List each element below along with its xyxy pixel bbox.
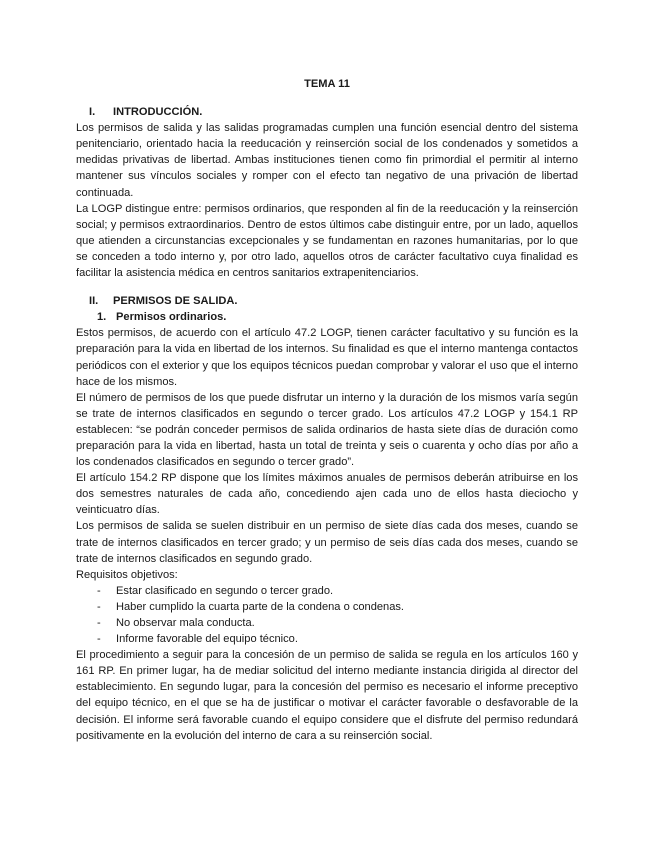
section-heading-permisos [76,293,578,309]
document-body [76,76,578,744]
requirements-list [76,583,578,647]
dash-bullet-icon: - [97,617,101,629]
list-item [76,583,578,599]
paragraph: Los permisos de salida se suelen distribuir en un permiso de siete días cada dos meses, cuando se trate de internos clasificados en tercer grado; y un permiso de seis días cada dos meses, cuando se trate de internos clasificados en segundo grado. [76,520,578,565]
dash-bullet-icon: - [97,633,101,646]
dash-bullet-icon: - [97,584,101,597]
paragraph: El artículo 154.2 RP dispone que los límites máximos anuales de permisos deberán atribuirse en los dos semestres naturales de cada año, concediendo ajen cada uno de ellos hasta dieciocho y veinticuatro días. [76,472,578,517]
list-item-text: No observar mala conducta. [116,617,255,629]
section-spacer [76,281,578,293]
list-item-text: Haber cumplido la cuarta parte de la condena o condenas. [116,600,405,613]
dash-bullet-icon: - [97,600,101,613]
section-number: I. [89,106,96,119]
subsection-heading-permisos-ordinarios [76,309,578,325]
paragraph: El procedimiento a seguir para la concesión de un permiso de salida se regula en los artículos 160 y 161 RP. En primer lugar, ha de mediar solicitud del interno mediante instancia dirigida al director del establecimiento. En segundo lugar, para la concesión del permiso es necesario el informe preceptivo del equipo técnico, en el que se ha de justificar o motivar el carácter favorable o desfavorable de la decisión. El informe será favorable cuando el equipo considere que el disfrute del permiso redundará positivamente en la evolución del interno de cara a su reinserción social. [76,649,578,742]
section-title: INTRODUCCIÓN. [113,106,203,119]
list-item-text: Informe favorable del equipo técnico. [116,633,298,646]
list-item-text: Estar clasificado en segundo o tercer grado. [116,584,334,597]
document-title: TEMA 11 [304,78,350,90]
paragraph: El número de permisos de los que puede disfrutar un interno y la duración de los mismos varía según se trate de internos clasificados en segundo o tercer grado. Los artículos 47.2 LOGP y 154.1 RP establecen: “se podrán conceder permisos de salida ordinarios de hasta siete días de duración como preparación para la vida en libertad, hasta un total de treinta y seis o cuarenta y ocho días por año a los condenados clasificados en segundo o tercer grado”. [76,391,578,469]
list-item [76,631,578,647]
subsection-number: 1. [97,311,107,324]
paragraph: Estos permisos, de acuerdo con el artículo 47.2 LOGP, tienen carácter facultativo y su función es la preparación para la vida en libertad de los internos. Su finalidad es que el interno mantenga contactos periódicos con el exterior y que los equipos técnicos puedan comprobar y valorar el uso que el interno hace de los mismos. [76,327,578,388]
section-number: II. [89,295,99,308]
section-title: PERMISOS DE SALIDA. [113,295,238,308]
paragraph: La LOGP distingue entre: permisos ordinarios, que responden al fin de la reeducación y la reinserción social; y permisos extraordinarios. Dentro de estos últimos cabe distinguir entre, por un lado, aquellos que atienden a circunstancias excepcionales y se fundamentan en razones humanitarias, por lo que se conceden a todo interno y, por otro lado, aquellos otros de carácter facultativo cuya finalidad es facilitar la asistencia médica en centros sanitarios extrapenitenciarios. [76,202,578,280]
list-item [76,599,578,615]
paragraph: Los permisos de salida y las salidas programadas cumplen una función esencial dentro del sistema penitenciario, orientado hacia la reeducación y reinserción social de los condenados y sometidos a medidas privativas de libertad. Ambas instituciones tienen como fin primordial el permitir al interno mantener sus vínculos sociales y romper con el efecto tan negativo de una privación de libertad continuada. [76,122,578,199]
section-heading-introduccion [76,104,578,120]
list-item [76,615,578,631]
subsection-title: Permisos ordinarios. [116,311,227,324]
list-intro: Requisitos objetivos: [76,568,178,581]
